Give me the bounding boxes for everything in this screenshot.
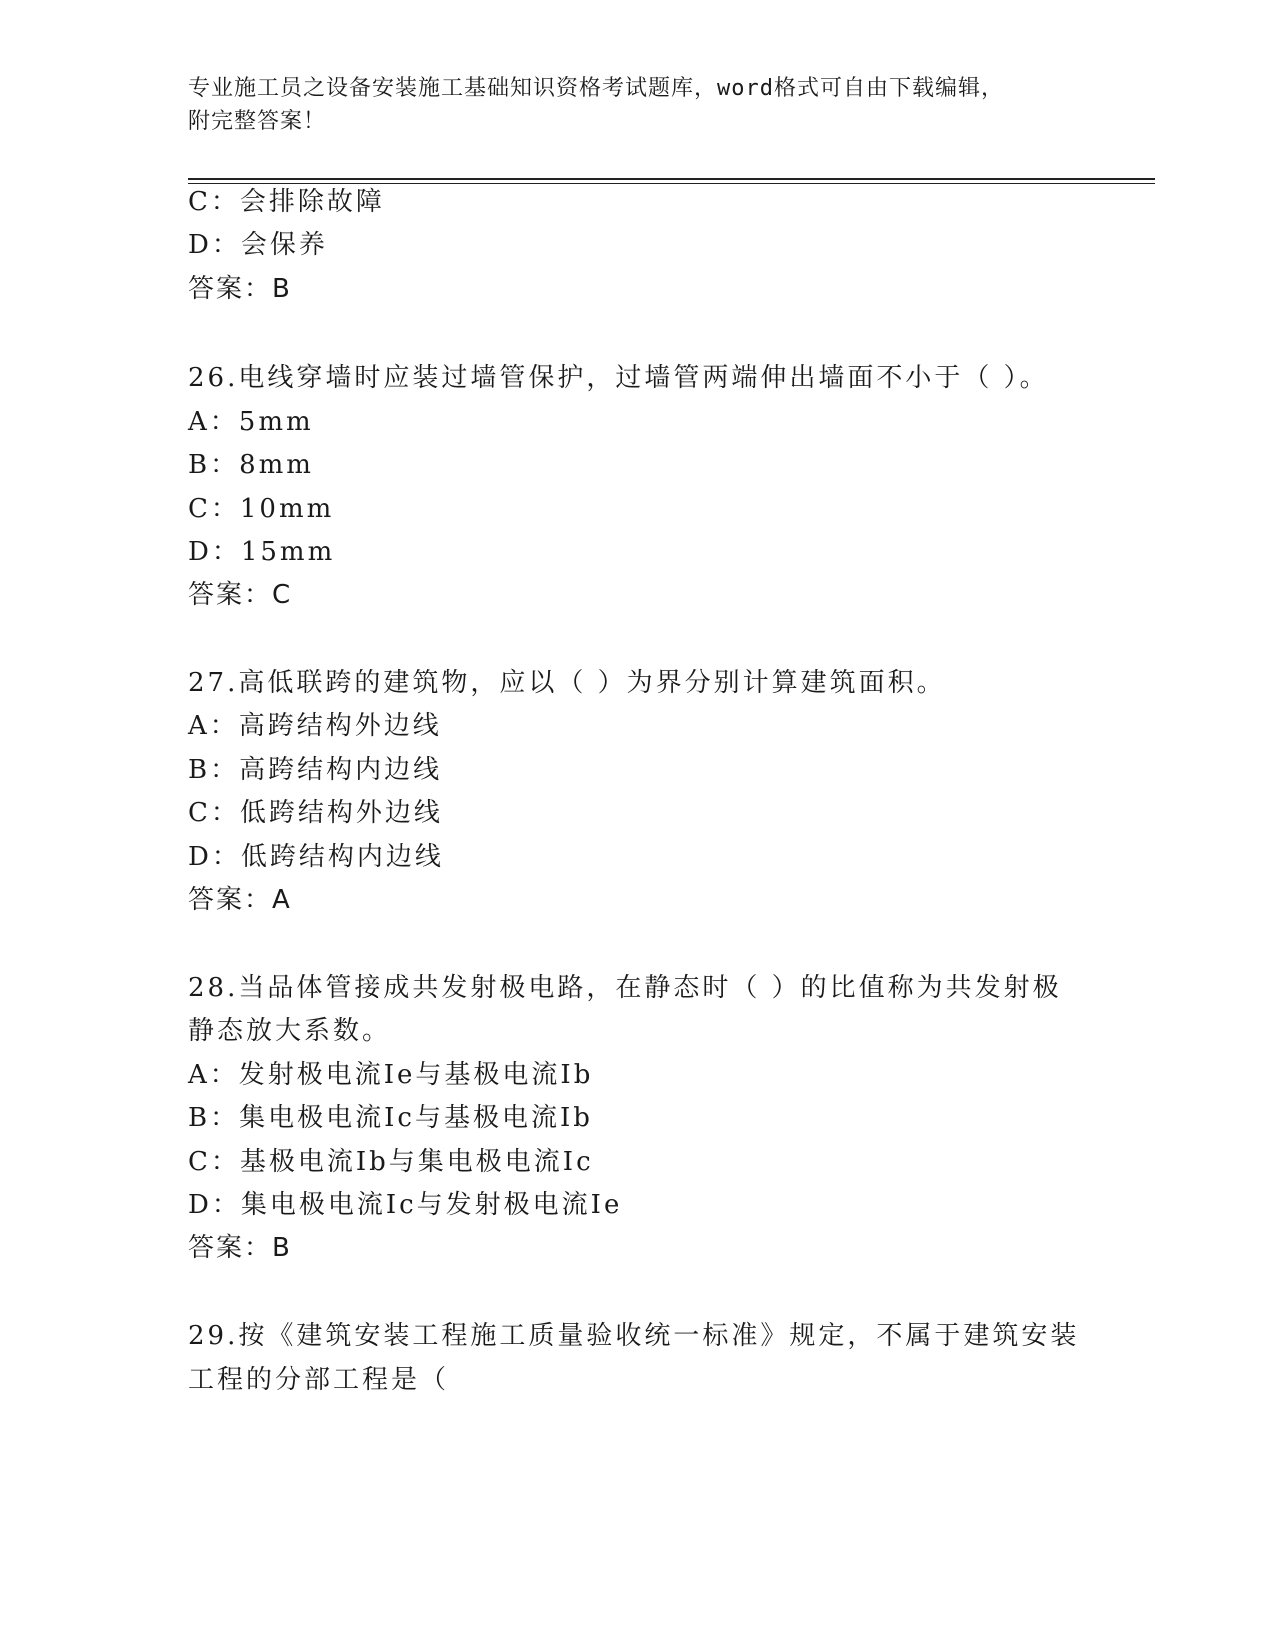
q25-option-c: C：会排除故障 xyxy=(188,187,385,217)
q26-option-b: B：8mm xyxy=(188,450,314,480)
q28-option-b: B：集电极电流Ic与基极电流Ib xyxy=(188,1103,593,1133)
header-divider-thin xyxy=(188,183,1155,184)
q27-option-c: C：低跨结构外边线 xyxy=(188,798,443,828)
q25-option-d: D：会保养 xyxy=(188,230,328,260)
q27-option-b: B：高跨结构内边线 xyxy=(188,755,443,785)
q28-option-d: D：集电极电流Ic与发射极电流Ie xyxy=(188,1190,623,1220)
q28-option-c: C：基极电流Ib与集电极电流Ic xyxy=(188,1147,594,1177)
q27-option-a: A：高跨结构外边线 xyxy=(188,711,442,741)
header-line-2: 附完整答案！ xyxy=(188,109,327,134)
q27-option-d: D：低跨结构内边线 xyxy=(188,842,444,872)
q27-question: 27.高低联跨的建筑物，应以（ ）为界分别计算建筑面积。 xyxy=(188,668,946,698)
q28-option-a: A：发射极电流Ie与基极电流Ib xyxy=(188,1060,594,1090)
q28-answer: 答案：B xyxy=(188,1233,292,1263)
header-line-1: 专业施工员之设备安装施工基础知识资格考试题库，word格式可自由下载编辑， xyxy=(188,76,1004,101)
document-header xyxy=(188,72,1088,138)
q26-answer: 答案：C xyxy=(188,580,293,610)
q26-question: 26.电线穿墙时应装过墙管保护，过墙管两端伸出墙面不小于（ ）。 xyxy=(188,363,1049,393)
q26-option-a: A：5mm xyxy=(188,407,314,437)
q29-question-line-1: 29.按《建筑安装工程施工质量验收统一标准》规定，不属于建筑安装 xyxy=(188,1321,1080,1351)
q28-question-line-2: 静态放大系数。 xyxy=(188,1016,392,1046)
q28-question-line-1: 28.当品体管接成共发射极电路，在静态时（ ）的比值称为共发射极 xyxy=(188,973,1062,1003)
q29-question-line-2: 工程的分部工程是（ xyxy=(188,1365,450,1395)
q26-option-d: D：15mm xyxy=(188,537,336,567)
q27-answer: 答案：A xyxy=(188,885,292,915)
q25-answer: 答案：B xyxy=(188,274,292,304)
header-divider-thick xyxy=(188,178,1155,180)
q26-option-c: C：10mm xyxy=(188,494,335,524)
